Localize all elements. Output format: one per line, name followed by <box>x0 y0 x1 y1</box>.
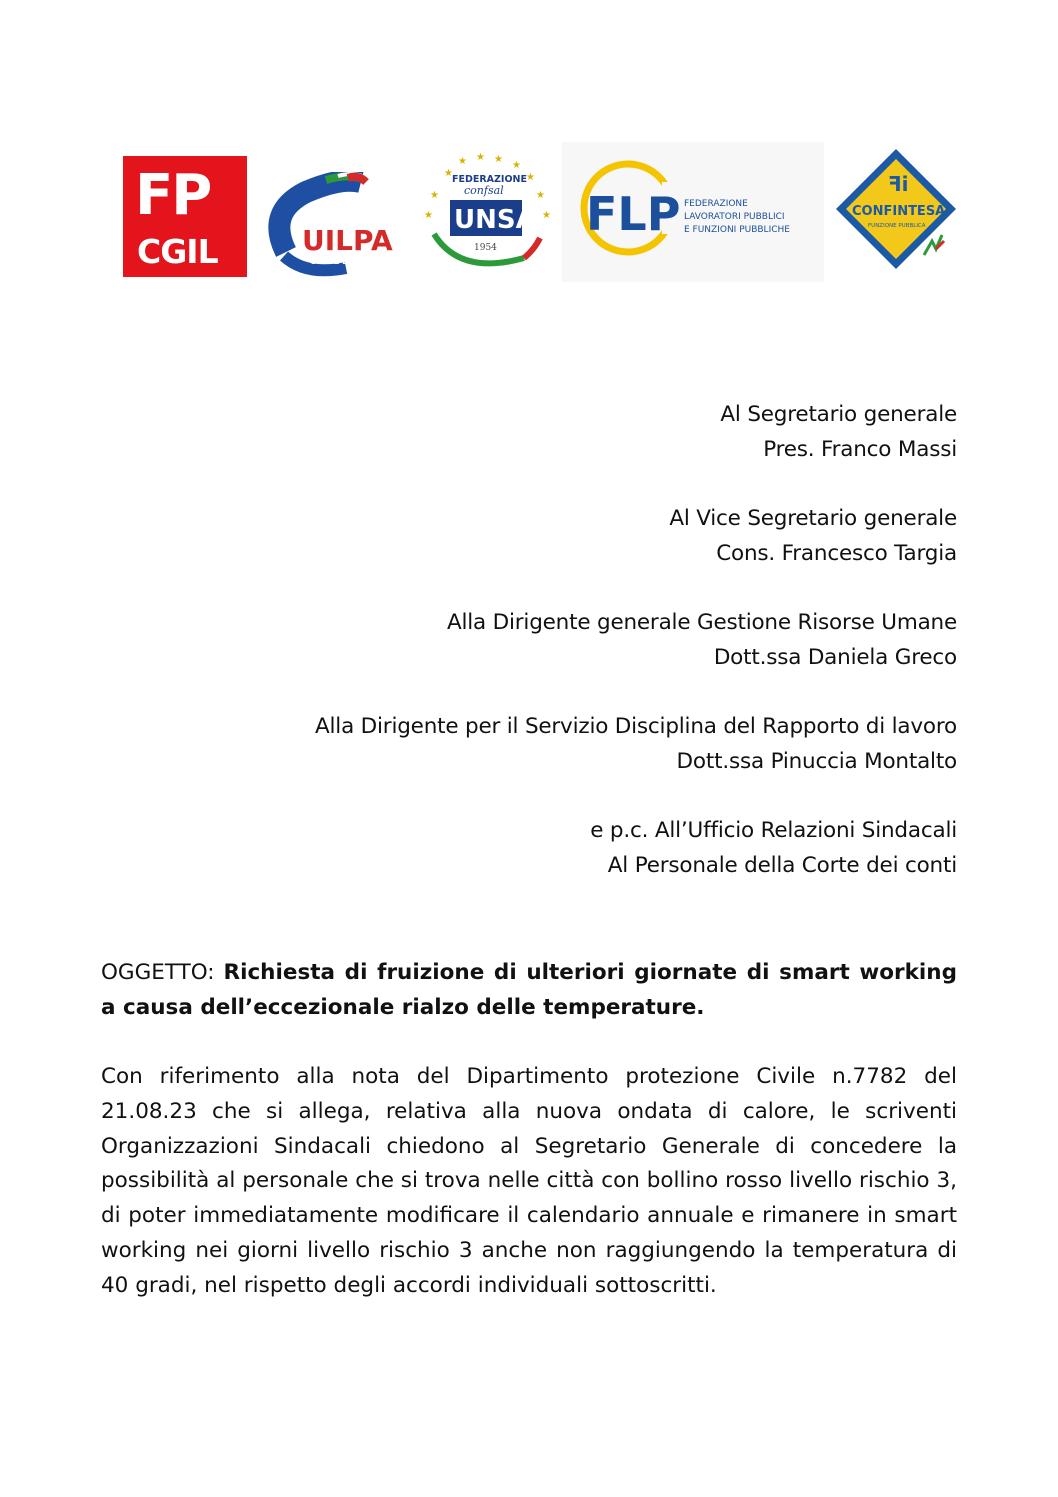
unsa-confsal-logo <box>420 150 552 276</box>
svg-text:★: ★ <box>494 154 503 165</box>
svg-text:★: ★ <box>536 190 545 201</box>
svg-text:★: ★ <box>458 156 467 167</box>
flp-logo-line3: E FUNZIONI PUBBLICHE <box>684 225 790 235</box>
recipient-line: Dott.ssa Daniela Greco <box>713 644 957 670</box>
recipient-line: Dott.ssa Pinuccia Montalto <box>676 748 957 774</box>
recipient-group <box>137 502 957 571</box>
recipient-group <box>137 710 957 779</box>
subject-line <box>101 956 957 1025</box>
recipient-line: Al Personale della Corte dei conti <box>607 852 957 878</box>
unsa-logo-name: UNSA <box>454 205 536 235</box>
recipient-line: Alla Dirigente generale Gestione Risorse Umane <box>447 610 957 635</box>
uilpa-logo-name: UILPA <box>302 224 393 257</box>
recipient-line: Pres. Franco Massi <box>763 436 957 462</box>
recipient-group <box>137 398 957 467</box>
svg-text:ꟻi: ꟻi <box>888 172 909 196</box>
fp-cgil-logo <box>123 156 247 277</box>
recipient-group <box>137 606 957 675</box>
svg-text:★: ★ <box>444 168 453 179</box>
svg-text:★: ★ <box>526 172 535 183</box>
recipient-line: Al Vice Segretario generale <box>669 506 957 531</box>
recipient-group <box>137 814 957 883</box>
flp-logo-name: FLP <box>586 187 681 241</box>
svg-text:★: ★ <box>424 210 433 221</box>
recipient-line: Alla Dirigente per il Servizio Disciplina del Rapporto di lavoro <box>315 714 957 739</box>
subject-text: Richiesta di fruizione di ulteriori giornate di smart working a causa dell’eccezionale rialzo delle temperature. <box>101 960 957 1020</box>
unsa-logo-mid: confsal <box>464 184 504 197</box>
fp-cgil-logo-line2: CGIL <box>137 232 218 271</box>
fp-cgil-logo-line1: FP <box>135 163 211 228</box>
logo-strip <box>0 0 1058 300</box>
confintesa-logo <box>832 145 960 275</box>
flp-logo <box>562 142 824 282</box>
recipient-line: Cons. Francesco Targia <box>716 540 957 566</box>
unsa-logo-top: FEDERAZIONE <box>452 174 527 185</box>
uilpa-logo-sub: CORTE DEI CONTI <box>310 257 388 266</box>
svg-text:★: ★ <box>512 160 521 171</box>
recipient-line: e p.c. All’Ufficio Relazioni Sindacali <box>590 818 957 843</box>
svg-text:★: ★ <box>430 190 439 201</box>
recipient-line: Al Segretario generale <box>720 402 957 427</box>
recipients-block <box>137 398 957 918</box>
flp-logo-line2: LAVORATORI PUBBLICI <box>684 212 785 222</box>
body-paragraph: Con riferimento alla nota del Dipartimento protezione Civile n.7782 del 21.08.23 che si allega, relativa alla nuova ondata di calore, le scriventi Organizzazioni Sindacali chiedono al Segretario Generale di concedere la possibilità al personale che si trova nelle città con bollino rosso livello rischio 3, di poter immediatamente modificare il calendario annuale e rimanere in smart working nei giorni livello rischio 3 anche non raggiungendo la temperatura di 40 gradi, nel rispetto degli accordi individuali sottoscritti. <box>101 1064 957 1298</box>
confintesa-logo-sub: FUNZIONE PUBBLICA <box>868 223 926 229</box>
subject-label: OGGETTO: <box>101 960 224 985</box>
confintesa-logo-name: CONFINTESA <box>852 204 946 219</box>
svg-text:★: ★ <box>476 152 485 163</box>
uilpa-logo <box>266 172 398 280</box>
flp-logo-line1: FEDERAZIONE <box>684 199 748 209</box>
svg-text:★: ★ <box>542 210 551 221</box>
unsa-logo-year: 1954 <box>474 243 497 253</box>
